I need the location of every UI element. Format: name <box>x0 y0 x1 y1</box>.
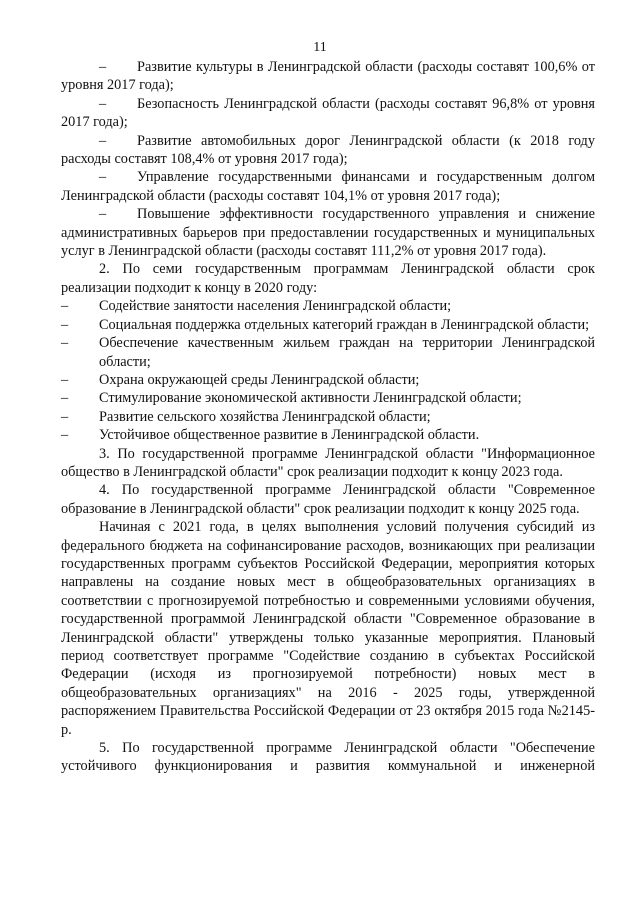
list-item <box>61 168 595 205</box>
list-item-text: Развитие сельского хозяйства Ленинградской области; <box>99 408 431 425</box>
list-item-text: Устойчивое общественное развитие в Ленинградской области. <box>99 427 480 444</box>
list-item-text: Стимулирование экономической активности Ленинградской области; <box>99 390 522 407</box>
list-item <box>61 408 595 426</box>
document-body <box>61 58 595 776</box>
list-item-text: Обеспечение качественным жильем граждан на территории Ленинградской области; <box>99 335 595 370</box>
list-item <box>61 132 595 169</box>
list-item-text: Социальная поддержка отдельных категорий граждан в Ленинградской области; <box>99 316 590 333</box>
list-item <box>61 426 595 444</box>
list-item <box>61 316 595 334</box>
list-item <box>61 58 595 95</box>
dash-marker: – <box>99 95 107 112</box>
paragraph-4-detail: Начиная с 2021 года, в целях выполнения условий получения субсидий из федерального бюджета на софинансирование расходов, возникающих при реализации государственных программ субъектов Российской Федерации, мероприятия которых направлены на создание новых мест в общеобразовательных организациях в соответствии с прогнозируемой потребностью и современными условиями обучения, государственной программой Ленинградской области "Современное образование в Ленинградской области" утверждены только указанные мероприятия. Плановый период соответствует программе "Содействие созданию в субъектах Российской Федерации (исходя из прогнозируемой потребности) новых мест в общеобразовательных организациях" на 2016 - 2025 годы, утвержденной распоряжением Правительства Российской Федерации от 23 октября 2015 года №2145-р. <box>61 519 595 738</box>
dash-marker: – <box>61 335 69 352</box>
list-item <box>61 297 595 315</box>
list-item <box>61 371 595 389</box>
dash-marker: – <box>61 371 69 388</box>
list-item <box>61 334 595 371</box>
list-item <box>61 205 595 260</box>
list-item-text: Безопасность Ленинградской области (расходы составят 96,8% от уровня 2017 года); <box>61 95 595 131</box>
dash-marker: – <box>61 427 69 444</box>
paragraph-5: 5. По государственной программе Ленинградской области "Обеспечение устойчивого функционирования и развития коммунальной и инженерной <box>61 740 595 775</box>
dash-marker: – <box>61 298 69 315</box>
list-item-text: Содействие занятости населения Ленинградской области; <box>99 298 452 315</box>
paragraph-2: 2. По семи государственным программам Ленинградской области срок реализации подходит к концу в 2020 году: <box>61 261 595 296</box>
dash-marker: – <box>61 390 69 407</box>
dash-marker: – <box>99 169 107 186</box>
page-number: 11 <box>313 40 327 55</box>
paragraph-4: 4. По государственной программе Ленинградской области "Современное образование в Ленинградской области" срок реализации подходит к концу 2025 года. <box>61 482 595 517</box>
paragraph-3: 3. По государственной программе Ленинградской области "Информационное общество в Ленинградской области" срок реализации подходит к концу 2023 года. <box>61 445 595 480</box>
list-item <box>61 95 595 132</box>
list-item-text: Охрана окружающей среды Ленинградской области; <box>99 371 420 388</box>
dash-marker: – <box>99 132 107 149</box>
list-item-text: Управление государственными финансами и государственным долгом Ленинградской области (расходы составят 104,1% от уровня 2017 года); <box>61 169 595 204</box>
list-item <box>61 389 595 407</box>
list-item-text: Развитие культуры в Ленинградской области (расходы составят 100,6% от уровня 2017 года); <box>61 59 595 94</box>
list-item-text: Повышение эффективности государственного управления и снижение административных барьеров при предоставлении государственных и муниципальных услуг в Ленинградской области (расходы составят 111,2% от уровня 2017 года). <box>61 206 595 260</box>
list-item-text: Развитие автомобильных дорог Ленинградской области (к 2018 году расходы составят 108,4% от уровня 2017 года); <box>61 132 595 168</box>
dash-marker: – <box>99 59 107 75</box>
dash-marker: – <box>61 316 69 333</box>
dash-marker: – <box>61 408 69 425</box>
dash-marker: – <box>99 206 107 223</box>
